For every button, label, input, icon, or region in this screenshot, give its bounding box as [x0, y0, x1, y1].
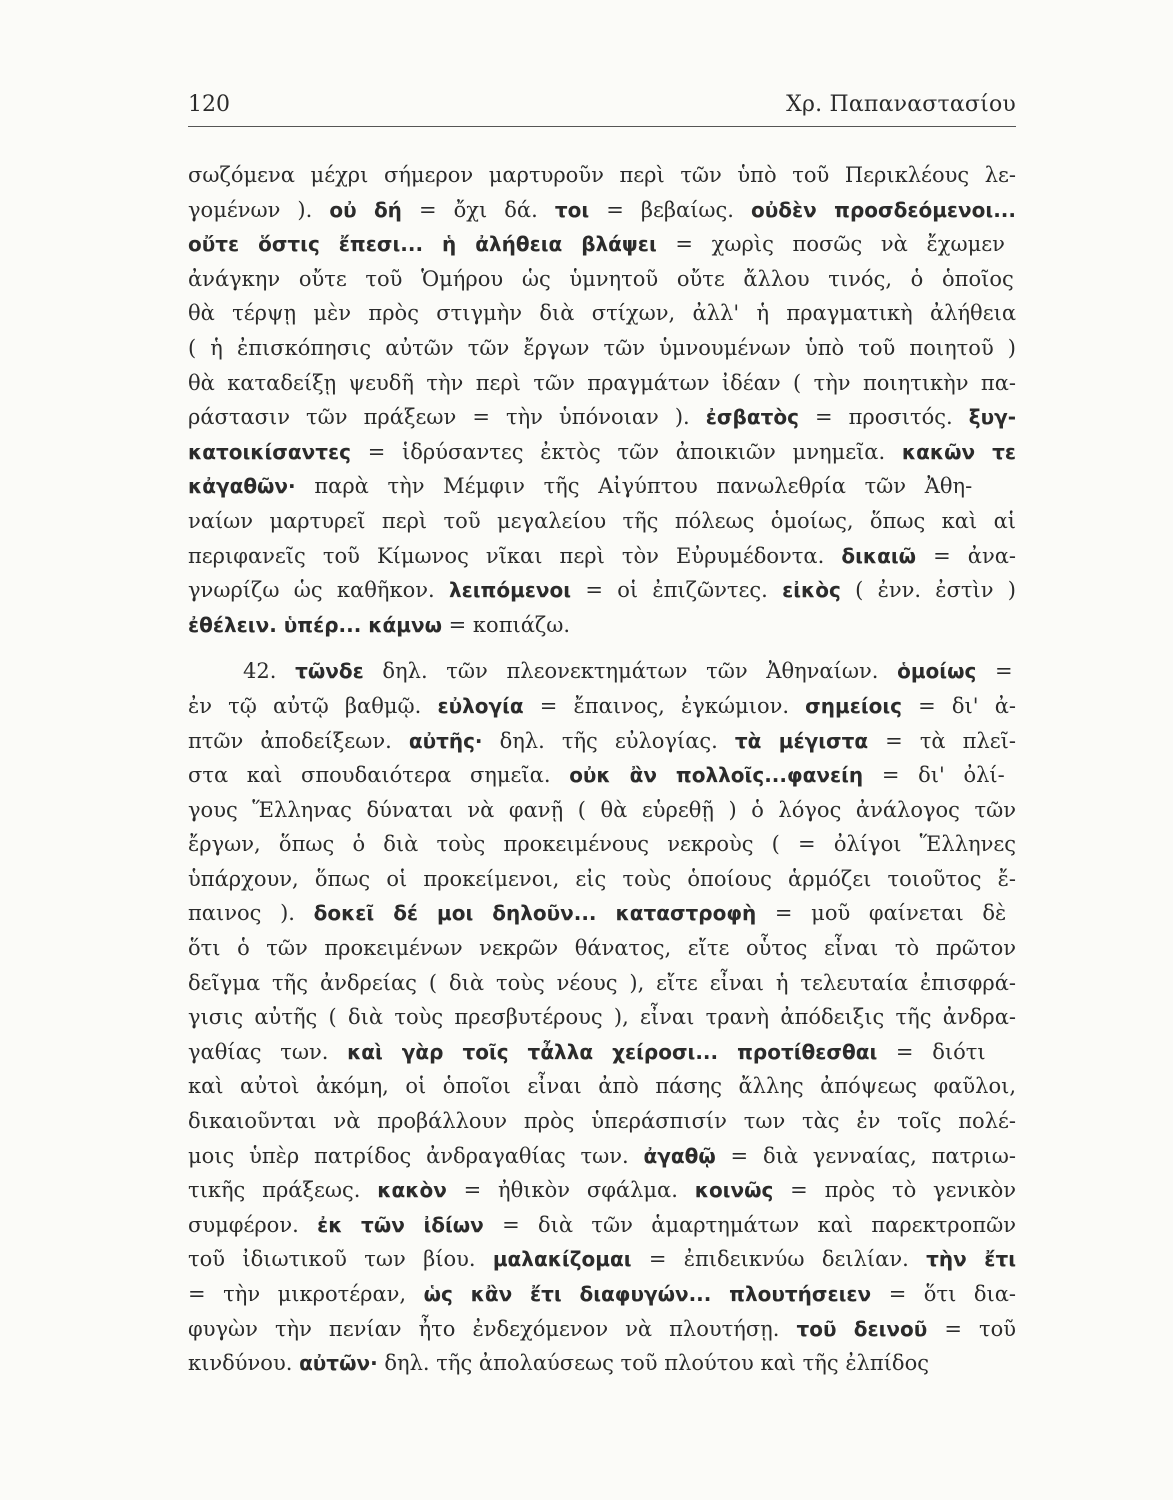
gloss-text: = διὰ γενναίας, πατριω-	[715, 1143, 1016, 1168]
text-line	[188, 1242, 1016, 1277]
text-line	[188, 504, 1016, 539]
lemma-term: οὐδὲν προσδεόμενοι...	[751, 197, 1016, 222]
gloss-text: δεῖγμα τῆς ἀνδρείας ( διὰ τοὺς νέους ), εἴτε εἶναι ἡ τελευταία ἐπισφρά-	[188, 970, 1016, 995]
lemma-term: ἀγαθῷ	[643, 1143, 716, 1168]
gloss-text: = ἔπαινος, ἐγκώμιον.	[523, 693, 806, 718]
gloss-text: γισις αὐτῆς ( διὰ τοὺς πρεσβυτέρους ), εἶναι τρανὴ ἀπόδειξις τῆς ἀνδρα-	[188, 1005, 1016, 1030]
text-line	[188, 1000, 1016, 1035]
gloss-text: 42.	[243, 659, 296, 684]
gloss-text: = δι' ὀλί-	[863, 763, 1005, 788]
lemma-term: δοκεῖ δέ μοι δηλοῦν... καταστροφὴ	[313, 901, 757, 926]
lemma-term: ξυγ-	[968, 405, 1016, 430]
lemma-term: ἐκ τῶν ἰδίων	[317, 1212, 484, 1237]
page-number: 120	[188, 92, 230, 117]
gloss-text: γνωρίζω ὡς καθῆκον.	[188, 578, 449, 603]
text-line	[188, 1139, 1016, 1174]
lemma-term: τοῦ δεινοῦ	[796, 1316, 928, 1341]
gloss-text: = ἠθικὸν σφάλμα.	[446, 1178, 695, 1203]
gloss-text: = βεβαίως.	[589, 197, 752, 222]
text-line	[188, 724, 1016, 759]
gloss-text: = τοῦ	[927, 1316, 1016, 1341]
lemma-term: οὐ δή	[329, 197, 402, 222]
text-line	[188, 1208, 1016, 1243]
text-line	[188, 793, 1016, 828]
lemma-term: εὐλογία	[437, 693, 524, 718]
gloss-text: = ἀνα-	[916, 543, 1016, 568]
gloss-text: μοις ὑπὲρ πατρίδος ἀνδραγαθίας των.	[188, 1143, 644, 1168]
gloss-text: = ὅτι δια-	[871, 1282, 1016, 1306]
gloss-text: = τὴν μικροτέραν,	[188, 1282, 424, 1306]
text-line	[188, 758, 1016, 793]
gloss-text: ἐν τῷ αὐτῷ βαθμῷ.	[188, 693, 438, 718]
text-line	[188, 1312, 1016, 1347]
gloss-text: ναίων μαρτυρεῖ περὶ τοῦ μεγαλείου τῆς πόλεως ὁμοίως, ὅπως καὶ αἱ	[188, 508, 1016, 533]
lemma-term: σημείοις	[805, 693, 903, 718]
gloss-text: κινδύνου.	[188, 1351, 300, 1376]
gloss-text: = πρὸς τὸ γενικὸν	[773, 1178, 1016, 1203]
lemma-term: τὰ μέγιστα	[734, 728, 869, 753]
text-line	[188, 366, 1016, 401]
gloss-text: = τὰ πλεῖ-	[868, 728, 1016, 753]
gloss-text: = κοπιάζω.	[441, 612, 571, 637]
gloss-text: = προσιτός.	[798, 405, 969, 430]
lemma-term: ἐθέλειν. ὑπέρ... κάμνω	[188, 612, 442, 637]
gloss-text: δηλ. τῆς ἀπολαύσεως τοῦ πλούτου καὶ τῆς ἐλπίδος	[377, 1351, 929, 1376]
lemma-term: κακὸν	[377, 1178, 447, 1203]
gloss-text: ἀνάγκην οὔτε τοῦ Ὁμήρου ὡς ὑμνητοῦ οὔτε ἄλλου τινός, ὁ ὁποῖος	[188, 266, 1014, 291]
gloss-text: ὑπάρχουν, ὅπως οἱ προκείμενοι, εἰς τοὺς ὁποίους ἁρμόζει τοιοῦτος ἔ-	[188, 866, 1016, 891]
gloss-text: περιφανεῖς τοῦ Κίμωνος νῖκαι περὶ τὸν Εὐρυμέδοντα.	[188, 543, 842, 568]
gloss-text: πτῶν ἀποδείξεων.	[188, 728, 409, 753]
text-line	[188, 435, 1016, 470]
gloss-text: γαθίας των.	[188, 1039, 348, 1064]
text-line	[188, 573, 1016, 608]
text-line	[188, 1173, 1016, 1208]
text-line	[188, 331, 1016, 366]
text-line	[188, 193, 1016, 228]
lemma-term: λειπόμενοι	[448, 578, 572, 603]
text-line	[188, 689, 1016, 724]
lemma-term: κατοικίσαντες	[188, 439, 351, 464]
text-line	[188, 896, 1016, 931]
gloss-text: παινος ).	[188, 901, 314, 926]
commentary-text	[188, 158, 1016, 1381]
lemma-term: ὁμοίως	[897, 659, 977, 684]
gloss-text: συμφέρον.	[188, 1212, 318, 1237]
lemma-term: τὴν ἔτι	[926, 1247, 1016, 1272]
lemma-term: εἰκὸς	[782, 578, 841, 603]
gloss-text: δηλ. τῆς εὐλογίας.	[482, 728, 735, 753]
lemma-term: αὐτῶν·	[299, 1351, 378, 1376]
gloss-text: = ἱδρύσαντες ἐκτὸς τῶν ἀποικιῶν μνημεῖα.	[350, 439, 902, 464]
gloss-text: στα καὶ σπουδαιότερα σημεῖα.	[188, 763, 570, 788]
gloss-text: γομένων ).	[188, 197, 330, 222]
text-line	[188, 1346, 1016, 1381]
gloss-text: θὰ καταδείξῃ ψευδῆ τὴν περὶ τῶν πραγμάτων ἰδέαν ( τὴν ποιητικὴν πα-	[188, 370, 1016, 395]
lemma-term: οὔτε ὅστις ἔπεσι... ἡ ἀλήθεια βλάψει	[188, 232, 657, 257]
text-line	[188, 654, 1016, 689]
gloss-text: = ἐπιδεικνύω δειλίαν.	[631, 1247, 927, 1272]
lemma-term: καὶ γὰρ τοῖς τἆλλα χείροσι... προτίθεσθαι	[347, 1039, 878, 1064]
gloss-text: = ὄχι δά.	[401, 197, 555, 222]
gloss-text: = χωρὶς ποσῶς νὰ ἔχωμεν	[656, 232, 1005, 257]
gloss-text: δικαιοῦνται νὰ προβάλλουν πρὸς ὑπεράσπισίν των τὰς ἐν τοῖς πολέ-	[188, 1109, 1016, 1134]
text-line	[188, 469, 1016, 504]
text-line	[188, 1104, 1016, 1139]
lemma-term: ἐσβατὸς	[705, 405, 799, 430]
lemma-term: κἀγαθῶν·	[188, 474, 296, 499]
gloss-text: φυγὼν τὴν πενίαν ἦτο ἐνδεχόμενον νὰ πλουτήσῃ.	[188, 1316, 797, 1341]
gloss-text: = δι' ἀ-	[902, 693, 1016, 718]
gloss-text: τικῆς πράξεως.	[188, 1178, 378, 1203]
gloss-text: καὶ αὐτοὶ ἀκόμη, οἱ ὁποῖοι εἶναι ἀπὸ πάσης ἄλλης ἀπόψεως φαῦλοι,	[188, 1074, 1016, 1099]
text-line	[188, 966, 1016, 1001]
lemma-term: τοι	[554, 197, 590, 222]
text-line	[188, 262, 1016, 297]
gloss-text: ἔργων, ὅπως ὁ διὰ τοὺς προκειμένους νεκροὺς ( = ὀλίγοι Ἕλληνες	[188, 832, 1016, 857]
gloss-text: θὰ τέρψῃ μὲν πρὸς στιγμὴν διὰ στίχων, ἀλλ' ἡ πραγματικὴ ἀλήθεια	[188, 301, 1016, 326]
text-line	[188, 296, 1016, 331]
lemma-term: κακῶν τε	[901, 439, 1016, 464]
text-line	[188, 1277, 1016, 1312]
text-line	[188, 1035, 1016, 1070]
gloss-text: = διὰ τῶν ἁμαρτημάτων καὶ παρεκτροπῶν	[483, 1212, 1016, 1237]
gloss-text: ράστασιν τῶν πράξεων = τὴν ὑπόνοιαν ).	[188, 405, 706, 430]
text-line	[188, 608, 1016, 643]
text-line	[188, 1069, 1016, 1104]
gloss-text: ( ἐνν. ἐστὶν )	[840, 578, 1016, 603]
text-line	[188, 158, 1016, 193]
running-head: Χρ. Παπαναστασίου	[786, 92, 1016, 117]
page-header	[188, 90, 1016, 127]
gloss-text: = διότι	[877, 1039, 986, 1064]
text-line	[188, 827, 1016, 862]
lemma-term: δικαιῶ	[841, 543, 917, 568]
text-line	[188, 862, 1016, 897]
gloss-text: παρὰ τὴν Μέμφιν τῆς Αἰγύπτου πανωλεθρία τῶν Ἀθη-	[295, 474, 973, 499]
text-line	[188, 400, 1016, 435]
text-line	[188, 227, 1016, 262]
lemma-term: μαλακίζομαι	[492, 1247, 632, 1272]
text-line	[188, 931, 1016, 966]
gloss-text: = μοῦ φαίνεται δὲ	[756, 901, 1007, 926]
gloss-text: σωζόμενα μέχρι σήμερον μαρτυροῦν περὶ τῶν ὑπὸ τοῦ Περικλέους λε-	[188, 163, 1016, 187]
gloss-text: ( ἡ ἐπισκόπησις αὐτῶν τῶν ἔργων τῶν ὑμνουμένων ὑπὸ τοῦ ποιητοῦ )	[188, 335, 1016, 360]
gloss-text: τοῦ ἰδιωτικοῦ των βίου.	[188, 1247, 493, 1272]
gloss-text: δηλ. τῶν πλεονεκτημάτων τῶν Ἀθηναίων.	[363, 659, 898, 684]
gloss-text: ὅτι ὁ τῶν προκειμένων νεκρῶν θάνατος, εἴτε οὗτος εἶναι τὸ πρῶτον	[188, 936, 1016, 961]
lemma-term: αὐτῆς·	[408, 728, 483, 753]
gloss-text: = οἱ ἐπιζῶντες.	[571, 578, 783, 603]
lemma-term: οὐκ ἂν πολλοῖς...φανείη	[569, 763, 864, 788]
gloss-text: =	[976, 659, 1013, 684]
text-line	[188, 539, 1016, 574]
gloss-text: γους Ἕλληνας δύναται νὰ φανῇ ( θὰ εὑρεθῇ ) ὁ λόγος ἀνάλογος τῶν	[188, 797, 1016, 822]
lemma-term: κοινῶς	[694, 1178, 774, 1203]
lemma-term: τῶνδε	[295, 659, 364, 684]
lemma-term: ὡς κἂν ἔτι διαφυγών... πλουτήσειεν	[423, 1282, 872, 1306]
